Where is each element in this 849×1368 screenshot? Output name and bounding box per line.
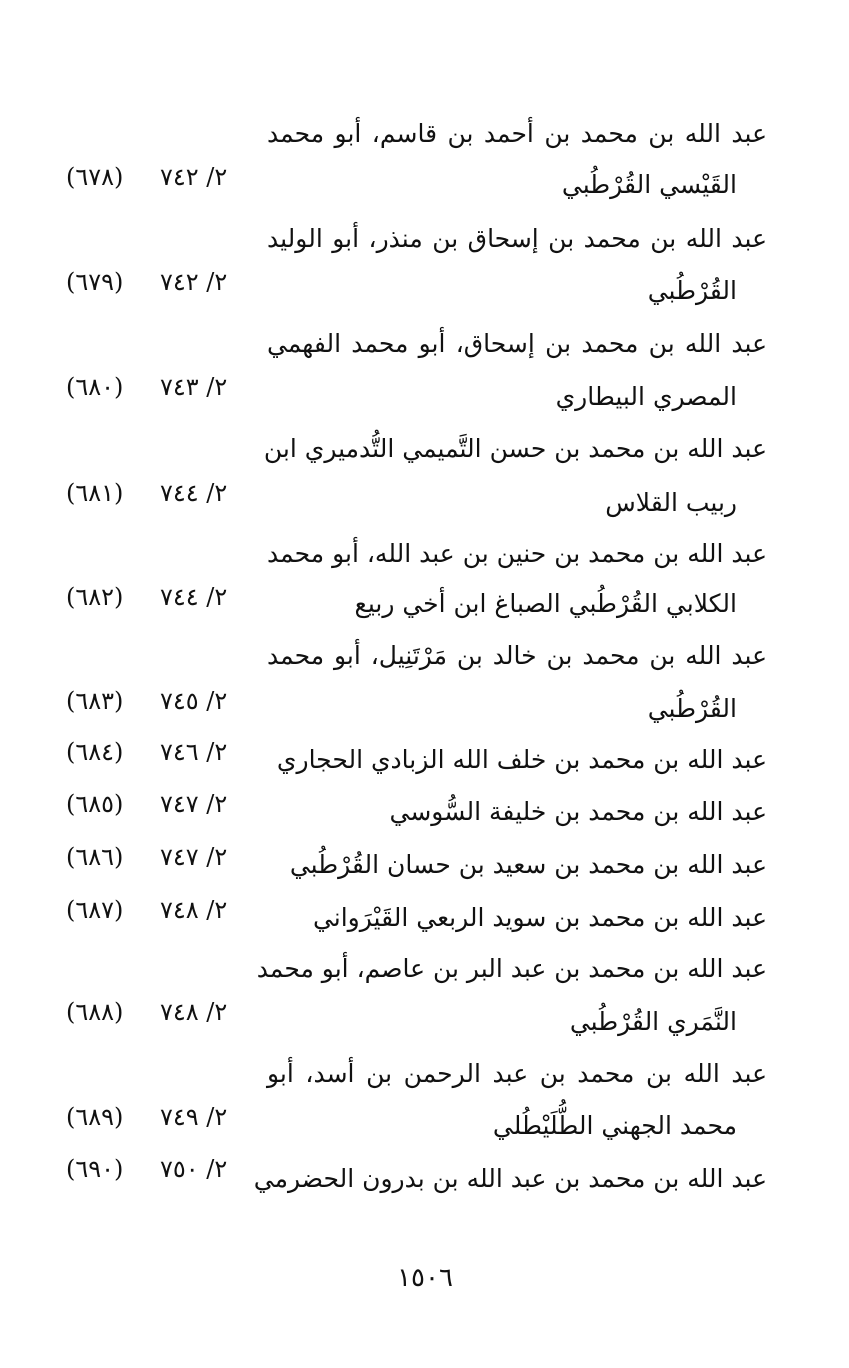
entry-volume-page: ٢/ ٧٤٧ [160,790,228,818]
entry-name-line: المصري البيطاري [555,382,737,411]
entry-name-line: عبد الله بن محمد بن حسن التَّميمي التُّدميري ابن [263,434,767,463]
entry-name-line: النَّمَري القُرْطُبي [569,1007,737,1036]
entry-name-line: الكلابي القُرْطُبي الصباغ ابن أخي ربيع [354,589,737,618]
entry-number: (٦٨٦) [66,843,124,871]
entry-name-line: القُرْطُبي [647,694,737,723]
entry-name-line: ربيب القلاس [605,488,737,517]
entry-number: (٦٨٥) [66,790,124,818]
entry-name-line: عبد الله بن محمد بن إسحاق بن منذر، أبو الوليد [267,224,767,253]
entry-number: (٦٨١) [66,479,124,507]
entry-volume-page: ٢/ ٧٤٤ [160,583,228,611]
entry-volume-page: ٢/ ٧٤٨ [160,998,228,1026]
entry-name-line: محمد الجهني الطُّلَيْطُلي [492,1111,737,1140]
entry-number: (٦٨٩) [66,1103,124,1131]
entry-volume-page: ٢/ ٧٤٢ [160,268,228,296]
entry-name-line: عبد الله بن محمد بن سويد الربعي القَيْرَواني [312,903,767,932]
entry-volume-page: ٢/ ٧٤٩ [160,1103,228,1131]
entry-name-line: القَيْسي القُرْطُبي [561,170,737,199]
entry-number: (٦٨٢) [66,583,124,611]
entry-number: (٦٨٠) [66,373,124,401]
entry-number: (٦٧٩) [66,268,124,296]
entry-name-line: عبد الله بن محمد بن سعيد بن حسان القُرْطُبي [289,850,767,879]
entry-volume-page: ٢/ ٧٤٥ [160,687,228,715]
entry-volume-page: ٢/ ٧٥٠ [160,1155,228,1183]
entry-name-line: عبد الله بن محمد بن عبد الرحمن بن أسد، أبو [267,1059,767,1088]
entry-name-line: عبد الله بن محمد بن حنين بن عبد الله، أبو محمد [267,539,767,568]
entry-volume-page: ٢/ ٧٤٤ [160,479,228,507]
entry-name-line: عبد الله بن محمد بن خليفة السُّوسي [389,797,767,826]
entry-name-line: عبد الله بن محمد بن عبد البر بن عاصم، أبو محمد [256,954,767,983]
entry-name-line: عبد الله بن محمد بن خلف الله الزبادي الحجاري [276,745,767,774]
entry-number: (٦٧٨) [66,163,124,191]
entry-volume-page: ٢/ ٧٤٦ [160,738,228,766]
entry-name-line: عبد الله بن محمد بن إسحاق، أبو محمد الفهمي [267,329,767,358]
entry-name-line: عبد الله بن محمد بن أحمد بن قاسم، أبو محمد [267,119,767,148]
entry-volume-page: ٢/ ٧٤٣ [160,373,228,401]
entry-number: (٦٨٨) [66,998,124,1026]
entry-number: (٦٨٧) [66,896,124,924]
entry-name-line: عبد الله بن محمد بن عبد الله بن بدرون الحضرمي [253,1164,767,1193]
entry-number: (٦٨٣) [66,687,124,715]
entry-name-line: عبد الله بن محمد بن خالد بن مَرْتَنِيل، أبو محمد [267,641,767,670]
entry-name-line: القُرْطُبي [647,276,737,305]
entry-volume-page: ٢/ ٧٤٨ [160,896,228,924]
entry-volume-page: ٢/ ٧٤٢ [160,163,228,191]
page-number: ١٥٠٦ [397,1263,453,1293]
entry-number: (٦٩٠) [66,1155,124,1183]
entry-number: (٦٨٤) [66,738,124,766]
entry-volume-page: ٢/ ٧٤٧ [160,843,228,871]
